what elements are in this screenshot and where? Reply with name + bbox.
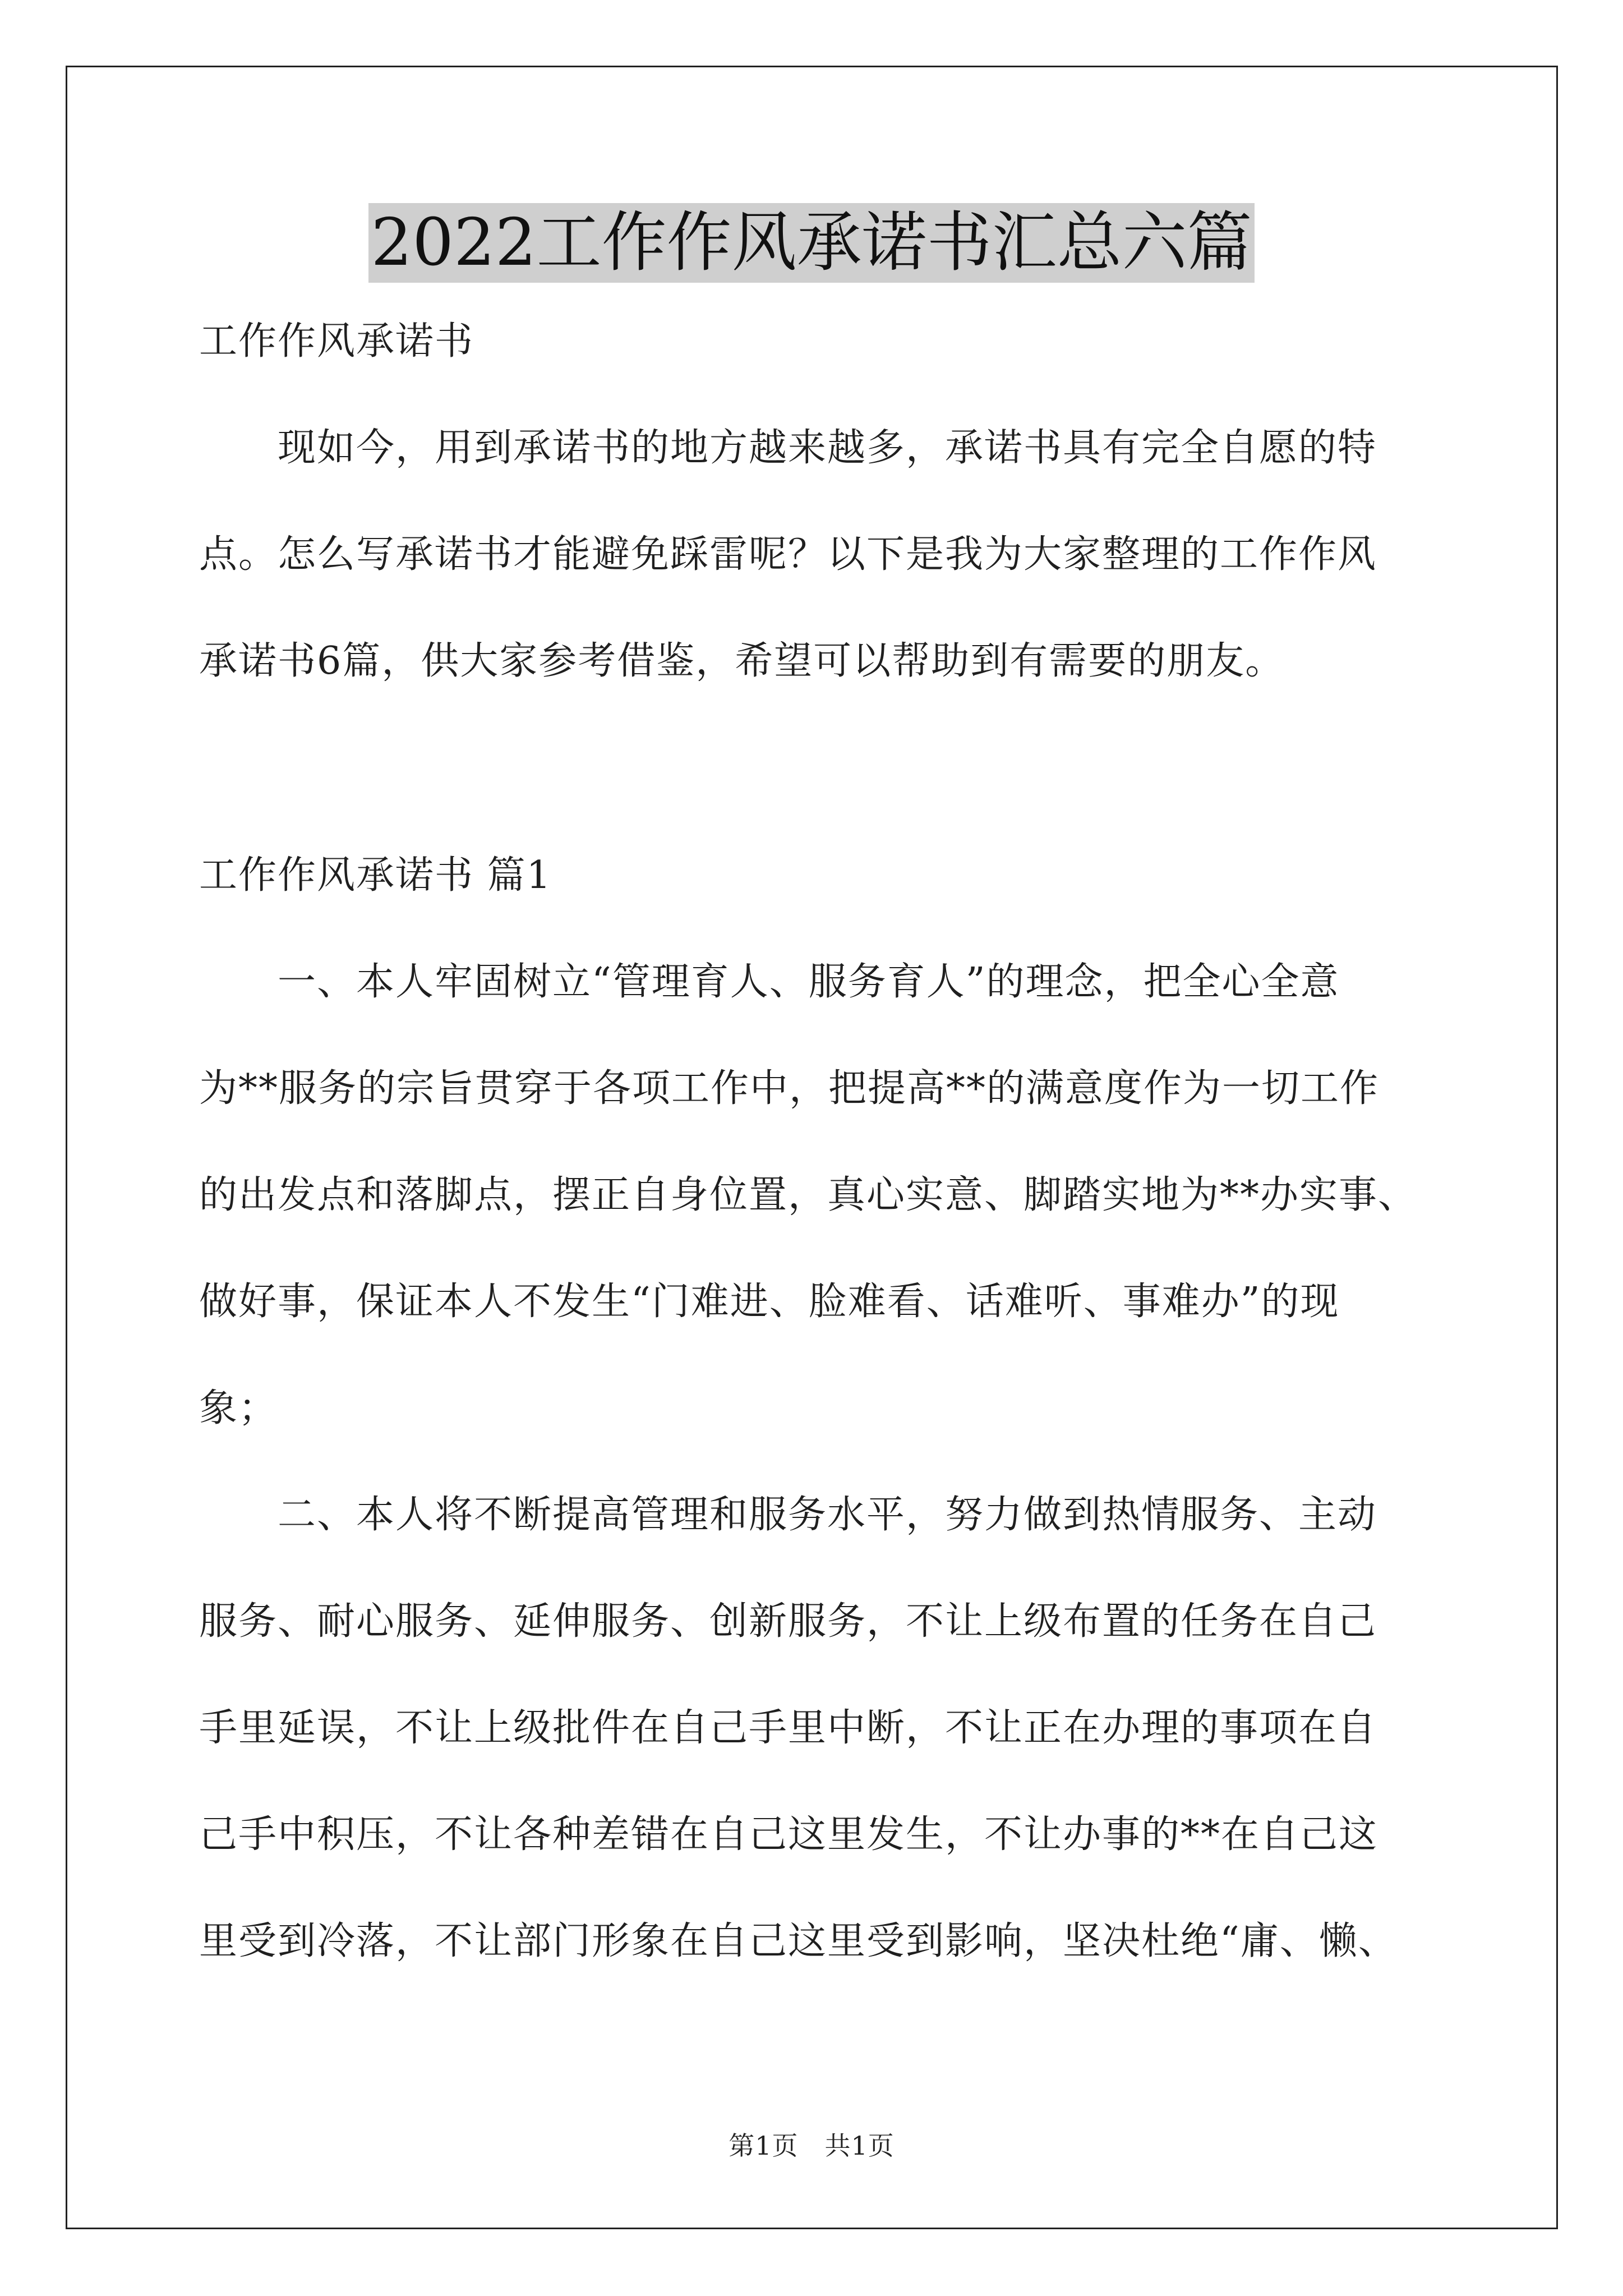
page-footer: 第1页 共1页 bbox=[728, 2131, 895, 2161]
body-line: 手里延误，不让上级批件在自己手里中断，不让正在办理的事项在自 bbox=[199, 1706, 1377, 1750]
body-line: 承诺书6篇，供大家参考借鉴，希望可以帮助到有需要的朋友。 bbox=[199, 639, 1285, 683]
body-line: 己手中积压，不让各种差错在自己这里发生，不让办事的**在自己这 bbox=[199, 1812, 1378, 1857]
body-line: 的出发点和落脚点，摆正自身位置，真心实意、脚踏实地为**办实事、 bbox=[199, 1173, 1418, 1217]
body-line: 点。怎么写承诺书才能避免踩雷呢？以下是我为大家整理的工作作风 bbox=[199, 532, 1377, 577]
title-wrap bbox=[0, 203, 1623, 283]
body-line: 一、本人牢固树立“管理育人、服务育人”的理念，把全心全意 bbox=[199, 960, 1340, 1004]
body-line: 里受到冷落，不让部门形象在自己这里受到影响，坚决杜绝“庸、懒、 bbox=[199, 1919, 1398, 1963]
section-heading: 工作作风承诺书 篇1 bbox=[199, 853, 552, 898]
body-line: 二、本人将不断提高管理和服务水平，努力做到热情服务、主动 bbox=[199, 1493, 1377, 1537]
body-line: 服务、耐心服务、延伸服务、创新服务，不让上级布置的任务在自己 bbox=[199, 1599, 1377, 1644]
body-line: 象； bbox=[199, 1386, 278, 1430]
body-line: 工作作风承诺书 bbox=[199, 319, 474, 364]
body-line: 做好事，保证本人不发生“门难进、脸难看、话难听、事难办”的现 bbox=[199, 1280, 1340, 1324]
body-line: 现如今，用到承诺书的地方越来越多，承诺书具有完全自愿的特 bbox=[199, 426, 1377, 470]
document-title: 2022工作作风承诺书汇总六篇 bbox=[368, 203, 1254, 283]
document-body bbox=[199, 314, 1433, 1969]
body-line: 为**服务的宗旨贯穿于各项工作中，把提高**的满意度作为一切工作 bbox=[199, 1066, 1380, 1111]
